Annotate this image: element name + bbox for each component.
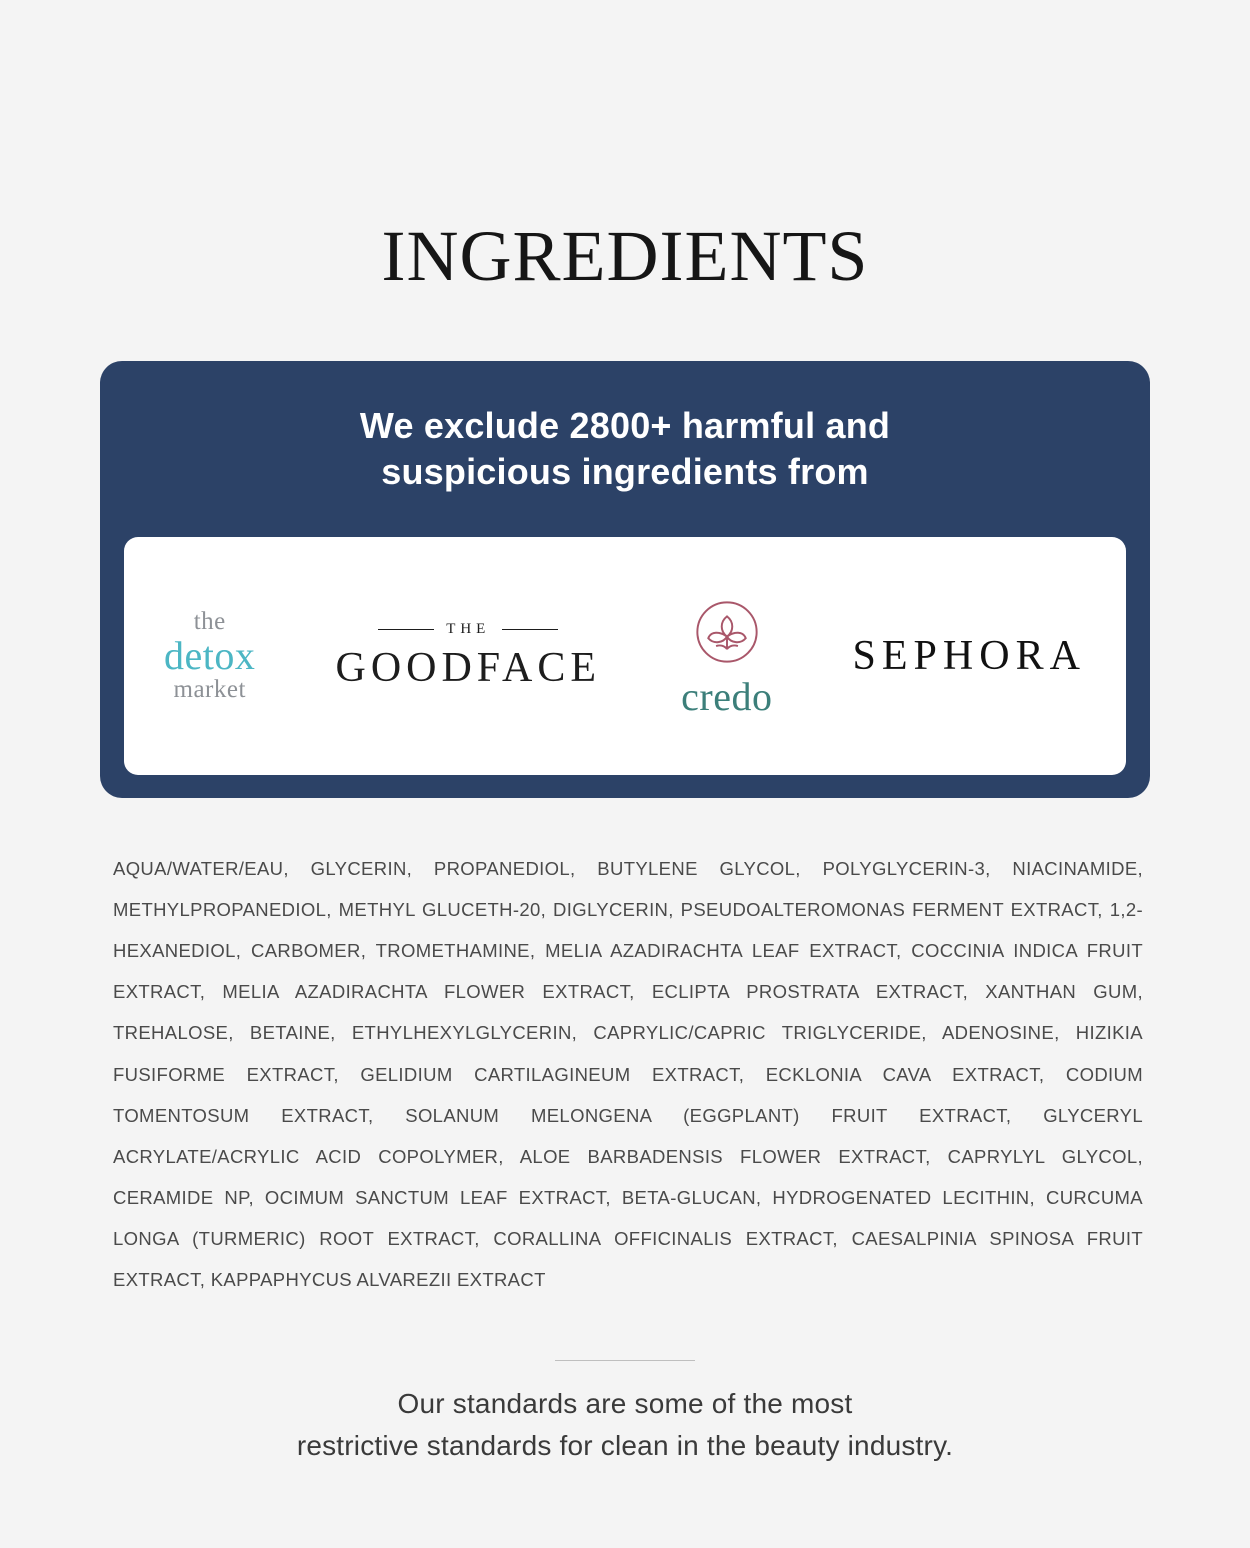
retailer-logo-the-detox-market [164, 609, 255, 704]
page-title: INGREDIENTS [381, 216, 869, 297]
footer-line-2: restrictive standards for clean in the beauty industry. [296, 1429, 954, 1461]
exclusion-promo-card [100, 361, 1150, 798]
detox-logo-line-3: market [173, 676, 246, 704]
promo-heading-line-1: We exclude 2800+ harmful and [359, 405, 891, 447]
goodface-rule-right-icon [502, 629, 558, 630]
goodface-logo-wordmark: GOODFACE [335, 644, 602, 691]
detox-logo-line-1: the [193, 607, 226, 635]
retailer-logo-sephora: SEPHORA [852, 633, 1086, 680]
retailer-logo-panel [124, 537, 1126, 775]
goodface-logo-the: THE [446, 620, 491, 637]
promo-heading [245, 403, 1005, 495]
retailer-logo-the-goodface [335, 621, 601, 692]
footer-line-1: Our standards are some of the most [397, 1388, 853, 1420]
standards-footer-note [0, 1383, 1250, 1466]
goodface-logo-top-row [335, 621, 601, 638]
detox-logo-line-2: detox [164, 633, 256, 679]
footer-divider [555, 1360, 695, 1361]
goodface-rule-left-icon [378, 629, 434, 630]
ingredients-page [0, 48, 1250, 1548]
credo-logo-wordmark: credo [681, 673, 773, 719]
ingredients-list-text: AQUA/WATER/EAU, GLYCERIN, PROPANEDIOL, BUTYLENE GLYCOL, POLYGLYCERIN-3, NIACINAMIDE, METHYLPROPANEDIOL, METHYL GLUCETH-20, DIGLYCERIN, PSEUDOALTEROMONAS FERMENT EXTRACT, 1,2-HEXANEDIOL, CARBOMER, TROMETHAMINE, MELIA AZADIRACHTA LEAF EXTRACT, COCCINIA INDICA FRUIT EXTRACT, MELIA AZADIRACHTA FLOWER EXTRACT, ECLIPTA PROSTRATA EXTRACT, XANTHAN GUM, TREHALOSE, BETAINE, ETHYLHEXYLGLYCERIN, CAPRYLIC/CAPRIC TRIGLYCERIDE, ADENOSINE, HIZIKIA FUSIFORME EXTRACT, GELIDIUM CARTILAGINEUM EXTRACT, ECKLONIA CAVA EXTRACT, CODIUM TOMENTOSUM EXTRACT, SOLANUM MELONGENA (EGGPLANT) FRUIT EXTRACT, GLYCERYL ACRYLATE/ACRYLIC ACID COPOLYMER, ALOE BARBADENSIS FLOWER EXTRACT, CAPRYLYL GLYCOL, CERAMIDE NP, OCIMUM SANCTUM LEAF EXTRACT, BETA-GLUCAN, HYDROGENATED LECITHIN, CURCUMA LONGA (TURMERIC) ROOT EXTRACT, CORALLINA OFFICINALIS EXTRACT, CAESALPINIA SPINOSA FRUIT EXTRACT, KAPPAPHYCUS ALVAREZII EXTRACT [113, 858, 1143, 1290]
promo-heading-line-2: suspicious ingredients from [381, 451, 869, 493]
retailer-logo-credo [681, 593, 772, 720]
credo-flower-icon [688, 593, 766, 671]
